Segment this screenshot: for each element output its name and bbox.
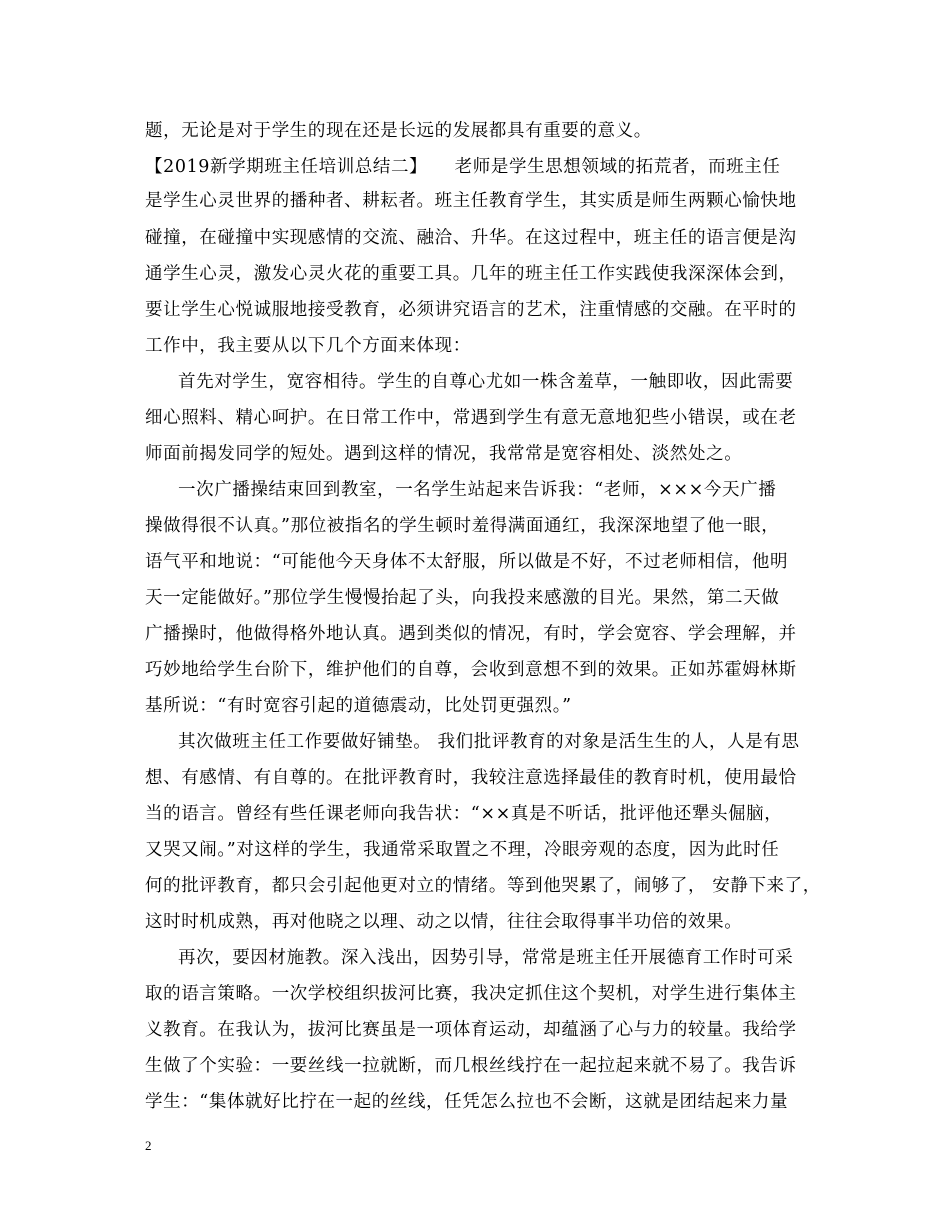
text-line: 生做了个实验：一要丝线一拉就断，而几根丝线拧在一起拉起来就不易了。我告诉 xyxy=(145,1056,797,1076)
text-line: 题，无论是对于学生的现在还是长远的发展都具有重要的意义。 xyxy=(145,121,652,141)
text-line: 义教育。在我认为，拔河比赛虽是一项体育运动，却蕴涵了心与力的较量。我给学 xyxy=(145,1020,797,1040)
text-line: 想、有感情、有自尊的。在批评教育时，我较注意选择最佳的教育时机，使用最恰 xyxy=(145,768,797,788)
text-line: 细心照料、精心呵护。在日常工作中，常遇到学生有意无意地犯些小错误，或在老 xyxy=(145,408,797,428)
text-line: 广播操时，他做得格外地认真。遇到类似的情况，有时，学会宽容、学会理解，并 xyxy=(145,624,797,644)
text-line: 天一定能做好。”那位学生慢慢抬起了头，向我投来感激的目光。果然，第二天做 xyxy=(145,588,780,608)
text-line: 通学生心灵，激发心灵火花的重要工具。几年的班主任工作实践使我深深体会到， xyxy=(145,264,797,284)
text-line: 何的批评教育，都只会引起他更对立的情绪。等到他哭累了，闹够了， 安静下来了， xyxy=(145,876,821,896)
text-line: 学生：“集体就好比拧在一起的丝线，任凭怎么拉也不会断，这就是团结起来力量 xyxy=(145,1092,789,1112)
text-line: 要让学生心悦诚服地接受教育，必须讲究语言的艺术，注重情感的交融。在平时的 xyxy=(145,300,797,320)
paragraph-start-line: 首先对学生，宽容相待。学生的自尊心尤如一株含羞草，一触即收，因此需要 xyxy=(178,372,794,392)
paragraph-start-line: 再次，要因材施教。深入浅出，因势引导，常常是班主任开展德育工作时可采 xyxy=(178,948,794,968)
text-line: 是学生心灵世界的播种者、耕耘者。班主任教育学生，其实质是师生两颗心愉快地 xyxy=(145,191,797,211)
text-line: 碰撞，在碰撞中实现感情的交流、融洽、升华。在这过程中，班主任的语言便是沟 xyxy=(145,228,797,248)
text-line: 师面前揭发同学的短处。遇到这样的情况，我常常是宽容相处、淡然处之。 xyxy=(145,444,743,464)
text-line: 工作中，我主要从以下几个方面来体现： xyxy=(145,336,471,356)
text-line: 基所说：“有时宽容引起的道德震动，比处罚更强烈。” xyxy=(145,696,572,716)
page-number: 2 xyxy=(145,1138,152,1153)
text-line: 操做得很不认真。”那位被指名的学生顿时羞得满面通红，我深深地望了他一眼， xyxy=(145,516,780,536)
text-line: 语气平和地说：“可能他今天身体不太舒服，所以做是不好，不过老师相信，他明 xyxy=(145,552,789,572)
text-line: 当的语言。曾经有些任课老师向我告状：“××真是不听话，批评他还犟头倔脑， xyxy=(145,804,783,824)
text-line: 取的语言策略。一次学校组织拔河比赛，我决定抓住这个契机，对学生进行集体主 xyxy=(145,984,797,1004)
section-heading-line: 【2019新学期班主任培训总结二】 老师是学生思想领域的拓荒者，而班主任 xyxy=(145,157,781,177)
paragraph-start-line: 其次做班主任工作要做好铺垫。 我们批评教育的对象是活生生的人，人是有思 xyxy=(178,732,800,752)
paragraph-start-line: 一次广播操结束回到教室，一名学生站起来告诉我：“老师，×××今天广播 xyxy=(178,480,777,500)
text-line: 这时时机成熟，再对他晓之以理、动之以情，往往会取得事半功倍的效果。 xyxy=(145,912,743,932)
text-line: 又哭又闹。”对这样的学生，我通常采取置之不理，冷眼旁观的态度，因为此时任 xyxy=(145,840,780,860)
text-line: 巧妙地给学生台阶下，维护他们的自尊，会收到意想不到的效果。正如苏霍姆林斯 xyxy=(145,660,797,680)
